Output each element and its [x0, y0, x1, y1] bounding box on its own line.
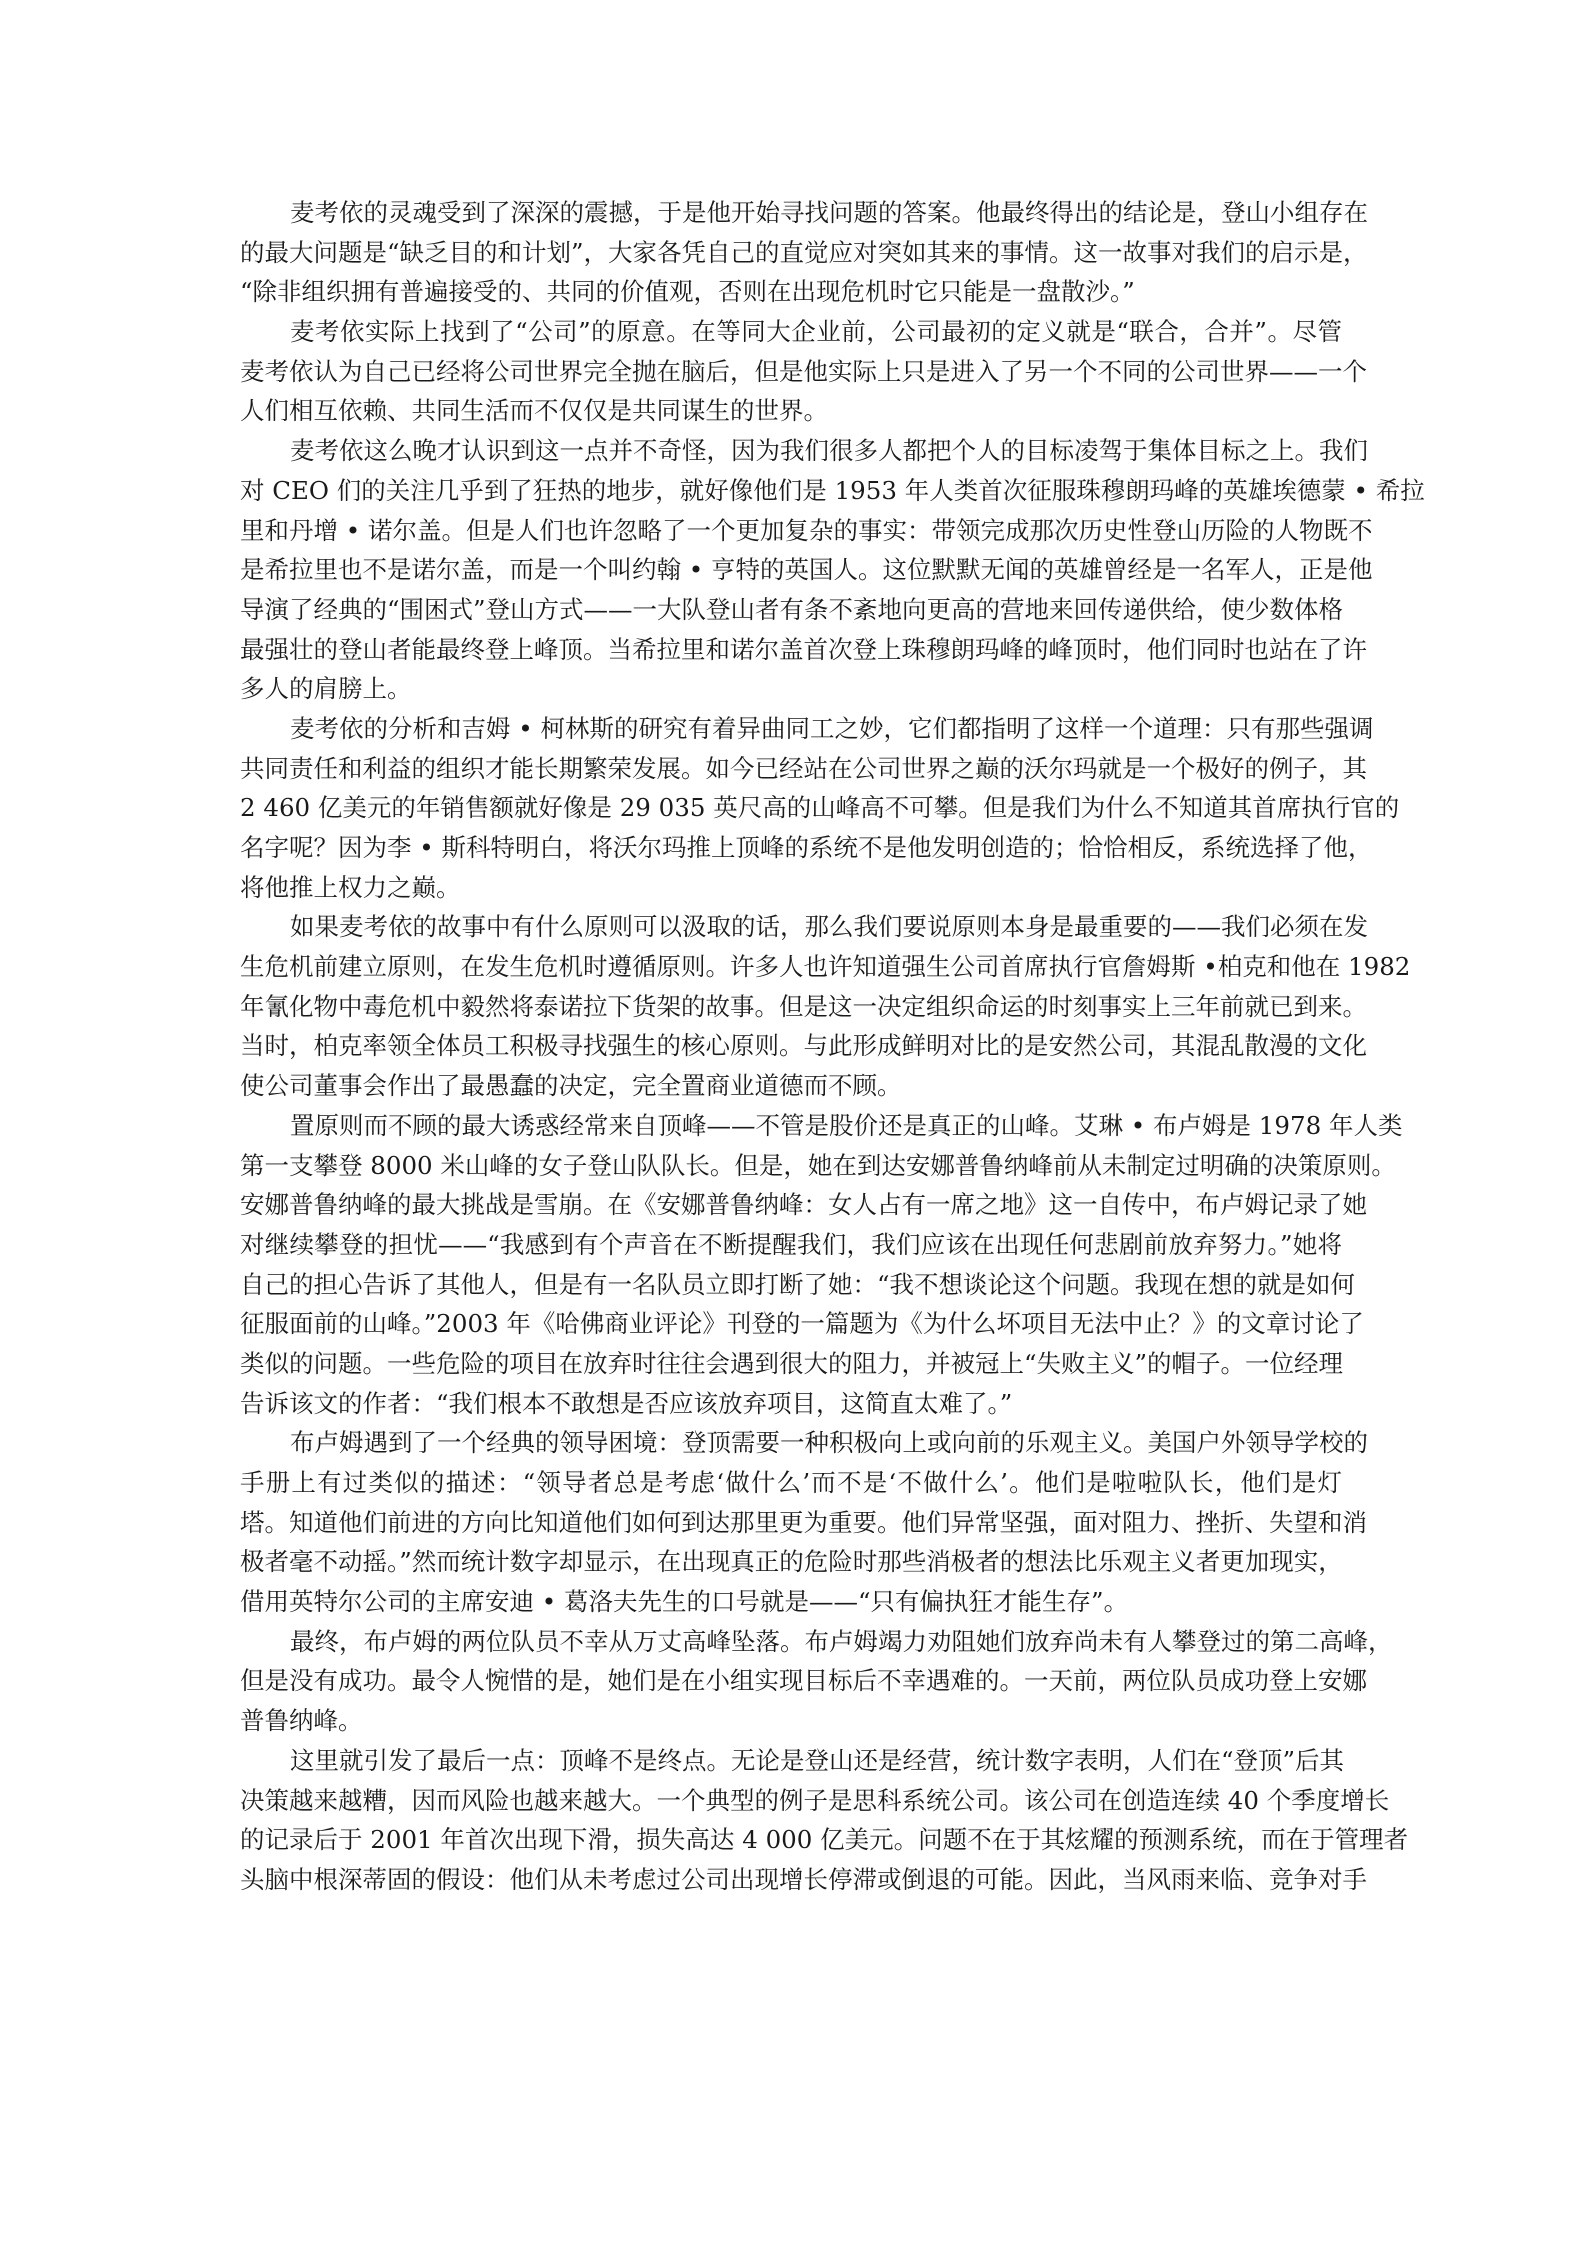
text-line: 麦考依的灵魂受到了深深的震撼，于是他开始寻找问题的答案。他最终得出的结论是，登山小组存在 [290, 198, 1368, 227]
paragraph [240, 431, 1425, 709]
text-line: 导演了经典的“围困式”登山方式——一大队登山者有条不紊地向更高的营地来回传递供给，使少数体格 [240, 594, 1344, 624]
text-line: 手册上有过类似的描述：“领导者总是考虑‘做什么’而不是‘不做什么’。他们是啦啦队长，他们是灯 [240, 1468, 1342, 1497]
paragraph [240, 709, 1400, 907]
text-line: 头脑中根深蒂固的假设：他们从未考虑过公司出现增长停滞或倒退的可能。因此，当风雨来临、竞争对手 [240, 1864, 1367, 1894]
text-line: 是希拉里也不是诺尔盖，而是一个叫约翰 • 亨特的英国人。这位默默无闻的英雄曾经是一名军人，正是他 [240, 555, 1373, 585]
text-line: 最终，布卢姆的两位队员不幸从万丈高峰坠落。布卢姆竭力劝阻她们放弃尚未有人攀登过的第二高峰， [290, 1626, 1393, 1656]
text-line: 塔。知道他们前进的方向比知道他们如何到达那里更为重要。他们异常坚强，面对阻力、挫折、失望和消 [240, 1507, 1367, 1537]
text-line: 麦考依这么晚才认识到这一点并不奇怪，因为我们很多人都把个人的目标凌驾于集体目标之上。我们 [290, 436, 1368, 466]
paragraph [240, 1622, 1393, 1741]
text-line: 但是没有成功。最令人惋惜的是，她们是在小组实现目标后不幸遇难的。一天前，两位队员成功登上安娜 [240, 1666, 1367, 1696]
text-line: 对 CEO 们的关注几乎到了狂热的地步，就好像他们是 1953 年人类首次征服珠穆朗玛峰的英雄埃德蒙 • 希拉 [240, 475, 1425, 505]
document-page [240, 193, 1425, 1900]
paragraph [240, 907, 1411, 1105]
text-line: 生危机前建立原则，在发生危机时遵循原则。许多人也许知道强生公司首席执行官詹姆斯 •柏克和他在 1982 [240, 952, 1411, 982]
text-line: 多人的肩膀上。 [240, 674, 412, 704]
text-line: 对继续攀登的担忧——“我感到有个声音在不断提醒我们，我们应该在出现任何悲剧前放弃努力。”她将 [240, 1229, 1342, 1259]
paragraph [240, 193, 1368, 312]
text-line: 借用英特尔公司的主席安迪 • 葛洛夫先生的口号就是——“只有偏执狂才能生存”。 [240, 1587, 1129, 1617]
text-line: 的最大问题是“缺乏目的和计划”，大家各凭自己的直觉应对突如其来的事情。这一故事对我们的启示是， [240, 237, 1368, 267]
text-line: 当时，柏克率领全体员工积极寻找强生的核心原则。与此形成鲜明对比的是安然公司，其混乱散漫的文化 [240, 1031, 1367, 1061]
text-line: 人们相互依赖、共同生活而不仅仅是共同谋生的世界。 [240, 396, 828, 426]
text-line: 布卢姆遇到了一个经典的领导困境：登顶需要一种积极向上或向前的乐观主义。美国户外领导学校的 [290, 1428, 1368, 1458]
text-line: 年氰化物中毒危机中毅然将泰诺拉下货架的故事。但是这一决定组织命运的时刻事实上三年前就已到来。 [240, 991, 1367, 1021]
paragraph [240, 312, 1367, 431]
paragraph [240, 1741, 1409, 1900]
text-line: 第一支攀登 8000 米山峰的女子登山队队长。但是，她在到达安娜普鲁纳峰前从未制定过明确的决策原则。 [240, 1150, 1396, 1180]
paragraph [240, 1423, 1368, 1621]
text-line: 麦考依实际上找到了“公司”的原意。在等同大企业前，公司最初的定义就是“联合，合并”。尽管 [290, 317, 1342, 347]
text-line: 自己的担心告诉了其他人，但是有一名队员立即打断了她：“我不想谈论这个问题。我现在想的就是如何 [240, 1269, 1356, 1299]
text-line: 如果麦考依的故事中有什么原则可以汲取的话，那么我们要说原则本身是最重要的——我们必须在发 [290, 912, 1368, 942]
text-line: “除非组织拥有普遍接受的、共同的价值观，否则在出现危机时它只能是一盘散沙。” [240, 277, 1135, 307]
text-line: 名字呢？因为李 • 斯科特明白，将沃尔玛推上顶峰的系统不是他发明创造的；恰恰相反，系统选择了他， [240, 833, 1373, 862]
paragraph [240, 1106, 1403, 1424]
text-line: 极者毫不动摇。”然而统计数字却显示，在出现真正的危险时那些消极者的想法比乐观主义者更加现实， [240, 1547, 1343, 1577]
text-line: 安娜普鲁纳峰的最大挑战是雪崩。在《安娜普鲁纳峰：女人占有一席之地》这一自传中，布卢姆记录了她 [240, 1190, 1367, 1220]
text-line: 征服面前的山峰。”2003 年《哈佛商业评论》刊登的一篇题为《为什么坏项目无法中止？》的文章讨论了 [240, 1309, 1364, 1339]
text-line: 决策越来越糟，因而风险也越来越大。一个典型的例子是思科系统公司。该公司在创造连续 40 个季度增长 [240, 1785, 1390, 1815]
text-line: 最强壮的登山者能最终登上峰顶。当希拉里和诺尔盖首次登上珠穆朗玛峰的峰顶时，他们同时也站在了许 [240, 634, 1367, 664]
text-line: 里和丹增 • 诺尔盖。但是人们也许忽略了一个更加复杂的事实：带领完成那次历史性登山历险的人物既不 [240, 515, 1373, 545]
text-line: 普鲁纳峰。 [240, 1706, 363, 1736]
text-line: 告诉该文的作者：“我们根本不敢想是否应该放弃项目，这简直太难了。” [240, 1388, 1013, 1418]
text-line: 这里就引发了最后一点：顶峰不是终点。无论是登山还是经营，统计数字表明，人们在“登顶”后其 [290, 1745, 1345, 1775]
text-line: 将他推上权力之巅。 [240, 872, 461, 902]
text-line: 类似的问题。一些危险的项目在放弃时往往会遇到很大的阻力，并被冠上“失败主义”的帽子。一位经理 [240, 1348, 1344, 1378]
text-line: 的记录后于 2001 年首次出现下滑，损失高达 4 000 亿美元。问题不在于其炫耀的预测系统，而在于管理者 [240, 1825, 1409, 1855]
text-line: 麦考依的分析和吉姆 • 柯林斯的研究有着异曲同工之妙，它们都指明了这样一个道理：只有那些强调 [290, 713, 1374, 743]
text-line: 使公司董事会作出了最愚蠢的决定，完全置商业道德而不顾。 [240, 1071, 902, 1101]
text-line: 麦考依认为自己已经将公司世界完全抛在脑后，但是他实际上只是进入了另一个不同的公司世界——一个 [240, 356, 1367, 386]
text-line: 共同责任和利益的组织才能长期繁荣发展。如今已经站在公司世界之巅的沃尔玛就是一个极好的例子，其 [240, 753, 1367, 783]
text-line: 2 460 亿美元的年销售额就好像是 29 035 英尺高的山峰高不可攀。但是我们为什么不知道其首席执行官的 [240, 793, 1400, 823]
text-line: 置原则而不顾的最大诱惑经常来自顶峰——不管是股价还是真正的山峰。艾琳 • 布卢姆是 1978 年人类 [290, 1110, 1403, 1140]
